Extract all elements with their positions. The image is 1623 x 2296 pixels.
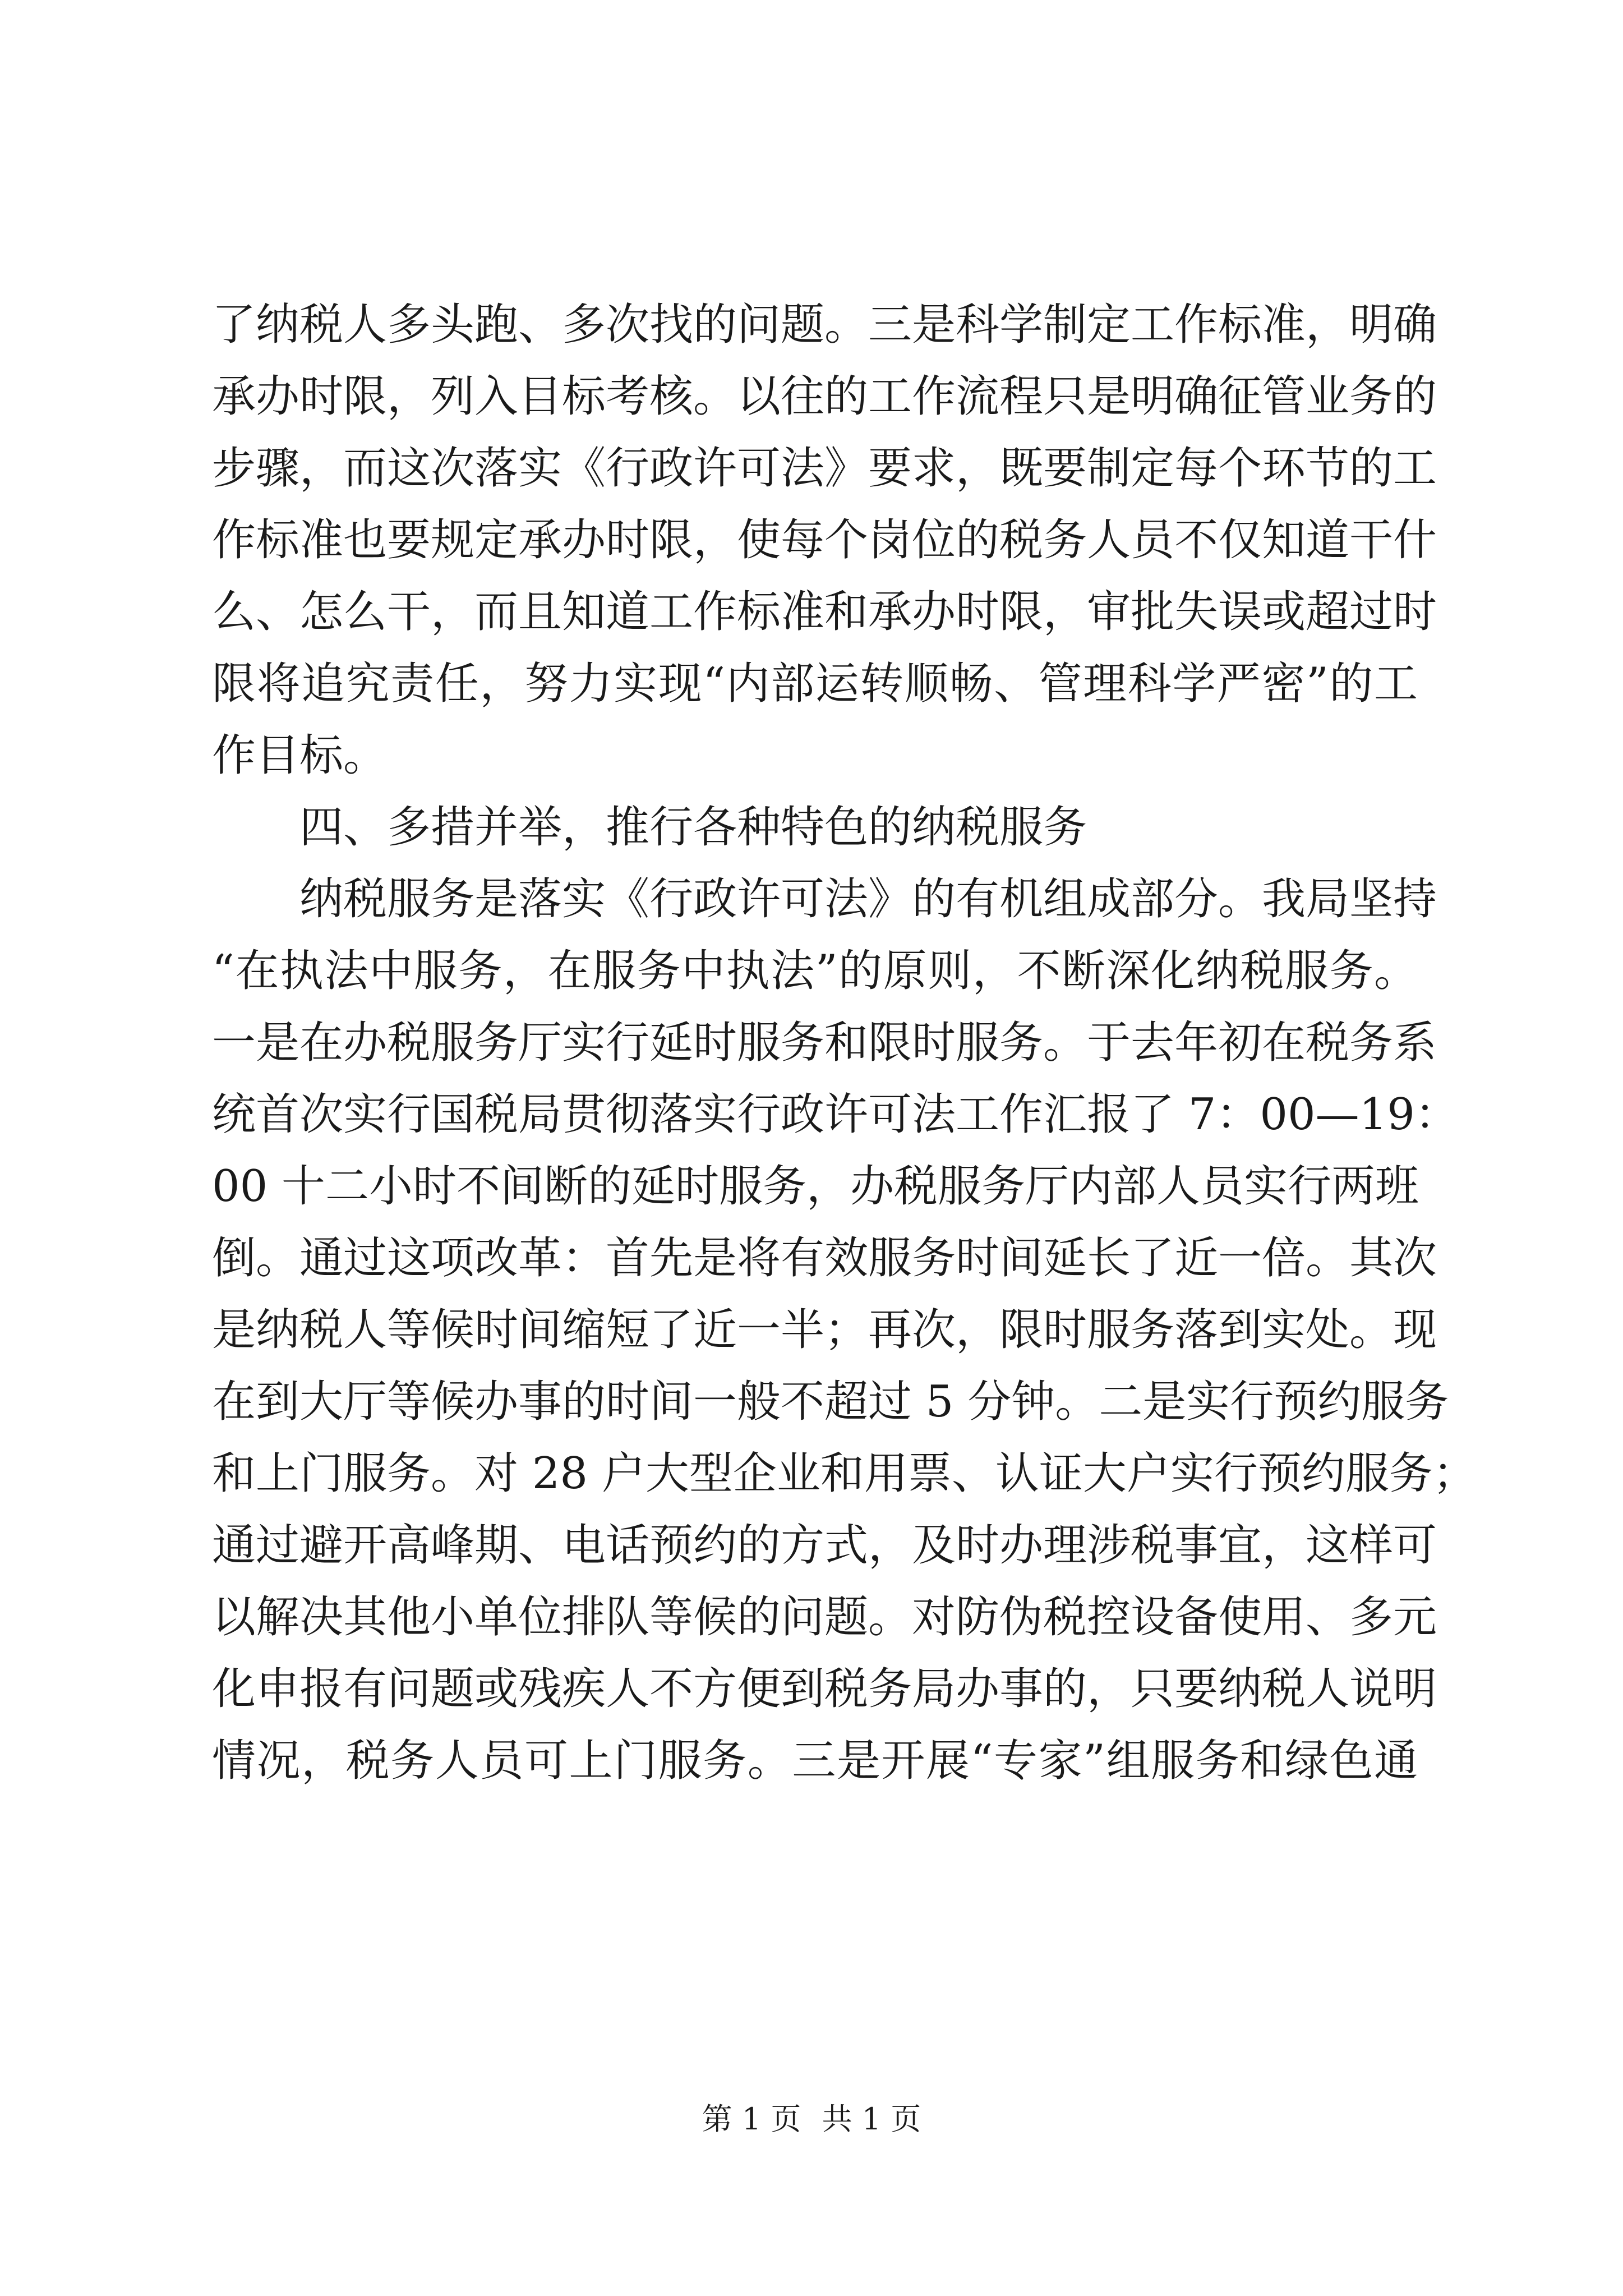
page-number: 第 1 页 bbox=[702, 2101, 801, 2137]
text-line: 一是在办税服务厅实行延时服务和限时服务。于去年初在税务系 bbox=[212, 1018, 1437, 1068]
text-line: 在到大厅等候办事的时间一般不超过 5 分钟。二是实行预约服务 bbox=[212, 1377, 1449, 1427]
text-line: 00 十二小时不间断的延时服务，办税服务厅内部人员实行两班 bbox=[212, 1161, 1419, 1212]
text-line: 么、怎么干，而且知道工作标准和承办时限，审批失误或超过时 bbox=[212, 587, 1437, 637]
text-line: 和上门服务。对 28 户大型企业和用票、认证大户实行预约服务； bbox=[212, 1448, 1477, 1499]
text-line: 是纳税人等候时间缩短了近一半；再次，限时服务落到实处。现 bbox=[212, 1305, 1437, 1355]
page-footer bbox=[0, 2095, 1623, 2138]
text-line: 纳税服务是落实《行政许可法》的有机组成部分。我局坚持 bbox=[299, 874, 1437, 924]
section-heading: 四、多措并举，推行各种特色的纳税服务 bbox=[299, 802, 1087, 853]
text-line: 作标准也要规定承办时限，使每个岗位的税务人员不仅知道干什 bbox=[212, 515, 1437, 565]
text-line: 统首次实行国税局贯彻落实行政许可法工作汇报了 7：00—19： bbox=[212, 1089, 1459, 1140]
text-line: 化申报有问题或残疾人不方便到税务局办事的，只要纳税人说明 bbox=[212, 1664, 1437, 1714]
text-line: “在执法中服务，在服务中执法”的原则，不断深化纳税服务。 bbox=[212, 946, 1418, 996]
text-line: 承办时限，列入目标考核。以往的工作流程只是明确征管业务的 bbox=[212, 371, 1437, 422]
text-line: 步骤，而这次落实《行政许可法》要求，既要制定每个环节的工 bbox=[212, 443, 1437, 494]
text-line: 通过避开高峰期、电话预约的方式，及时办理涉税事宜，这样可 bbox=[212, 1520, 1437, 1571]
text-line: 限将追究责任，努力实现“内部运转顺畅、管理科学严密”的工 bbox=[212, 659, 1418, 709]
text-line: 作目标。 bbox=[212, 730, 388, 781]
text-line: 以解决其他小单位排队等候的问题。对防伪税控设备使用、多元 bbox=[212, 1592, 1437, 1642]
text-line: 情况，税务人员可上门服务。三是开展“专家”组服务和绿色通 bbox=[212, 1736, 1418, 1786]
page-total: 共 1 页 bbox=[822, 2101, 921, 2137]
text-line: 了纳税人多头跑、多次找的问题。三是科学制定工作标准，明确 bbox=[212, 300, 1437, 350]
text-line: 倒。通过这项改革：首先是将有效服务时间延长了近一倍。其次 bbox=[212, 1233, 1437, 1283]
document-body bbox=[212, 289, 1477, 1797]
